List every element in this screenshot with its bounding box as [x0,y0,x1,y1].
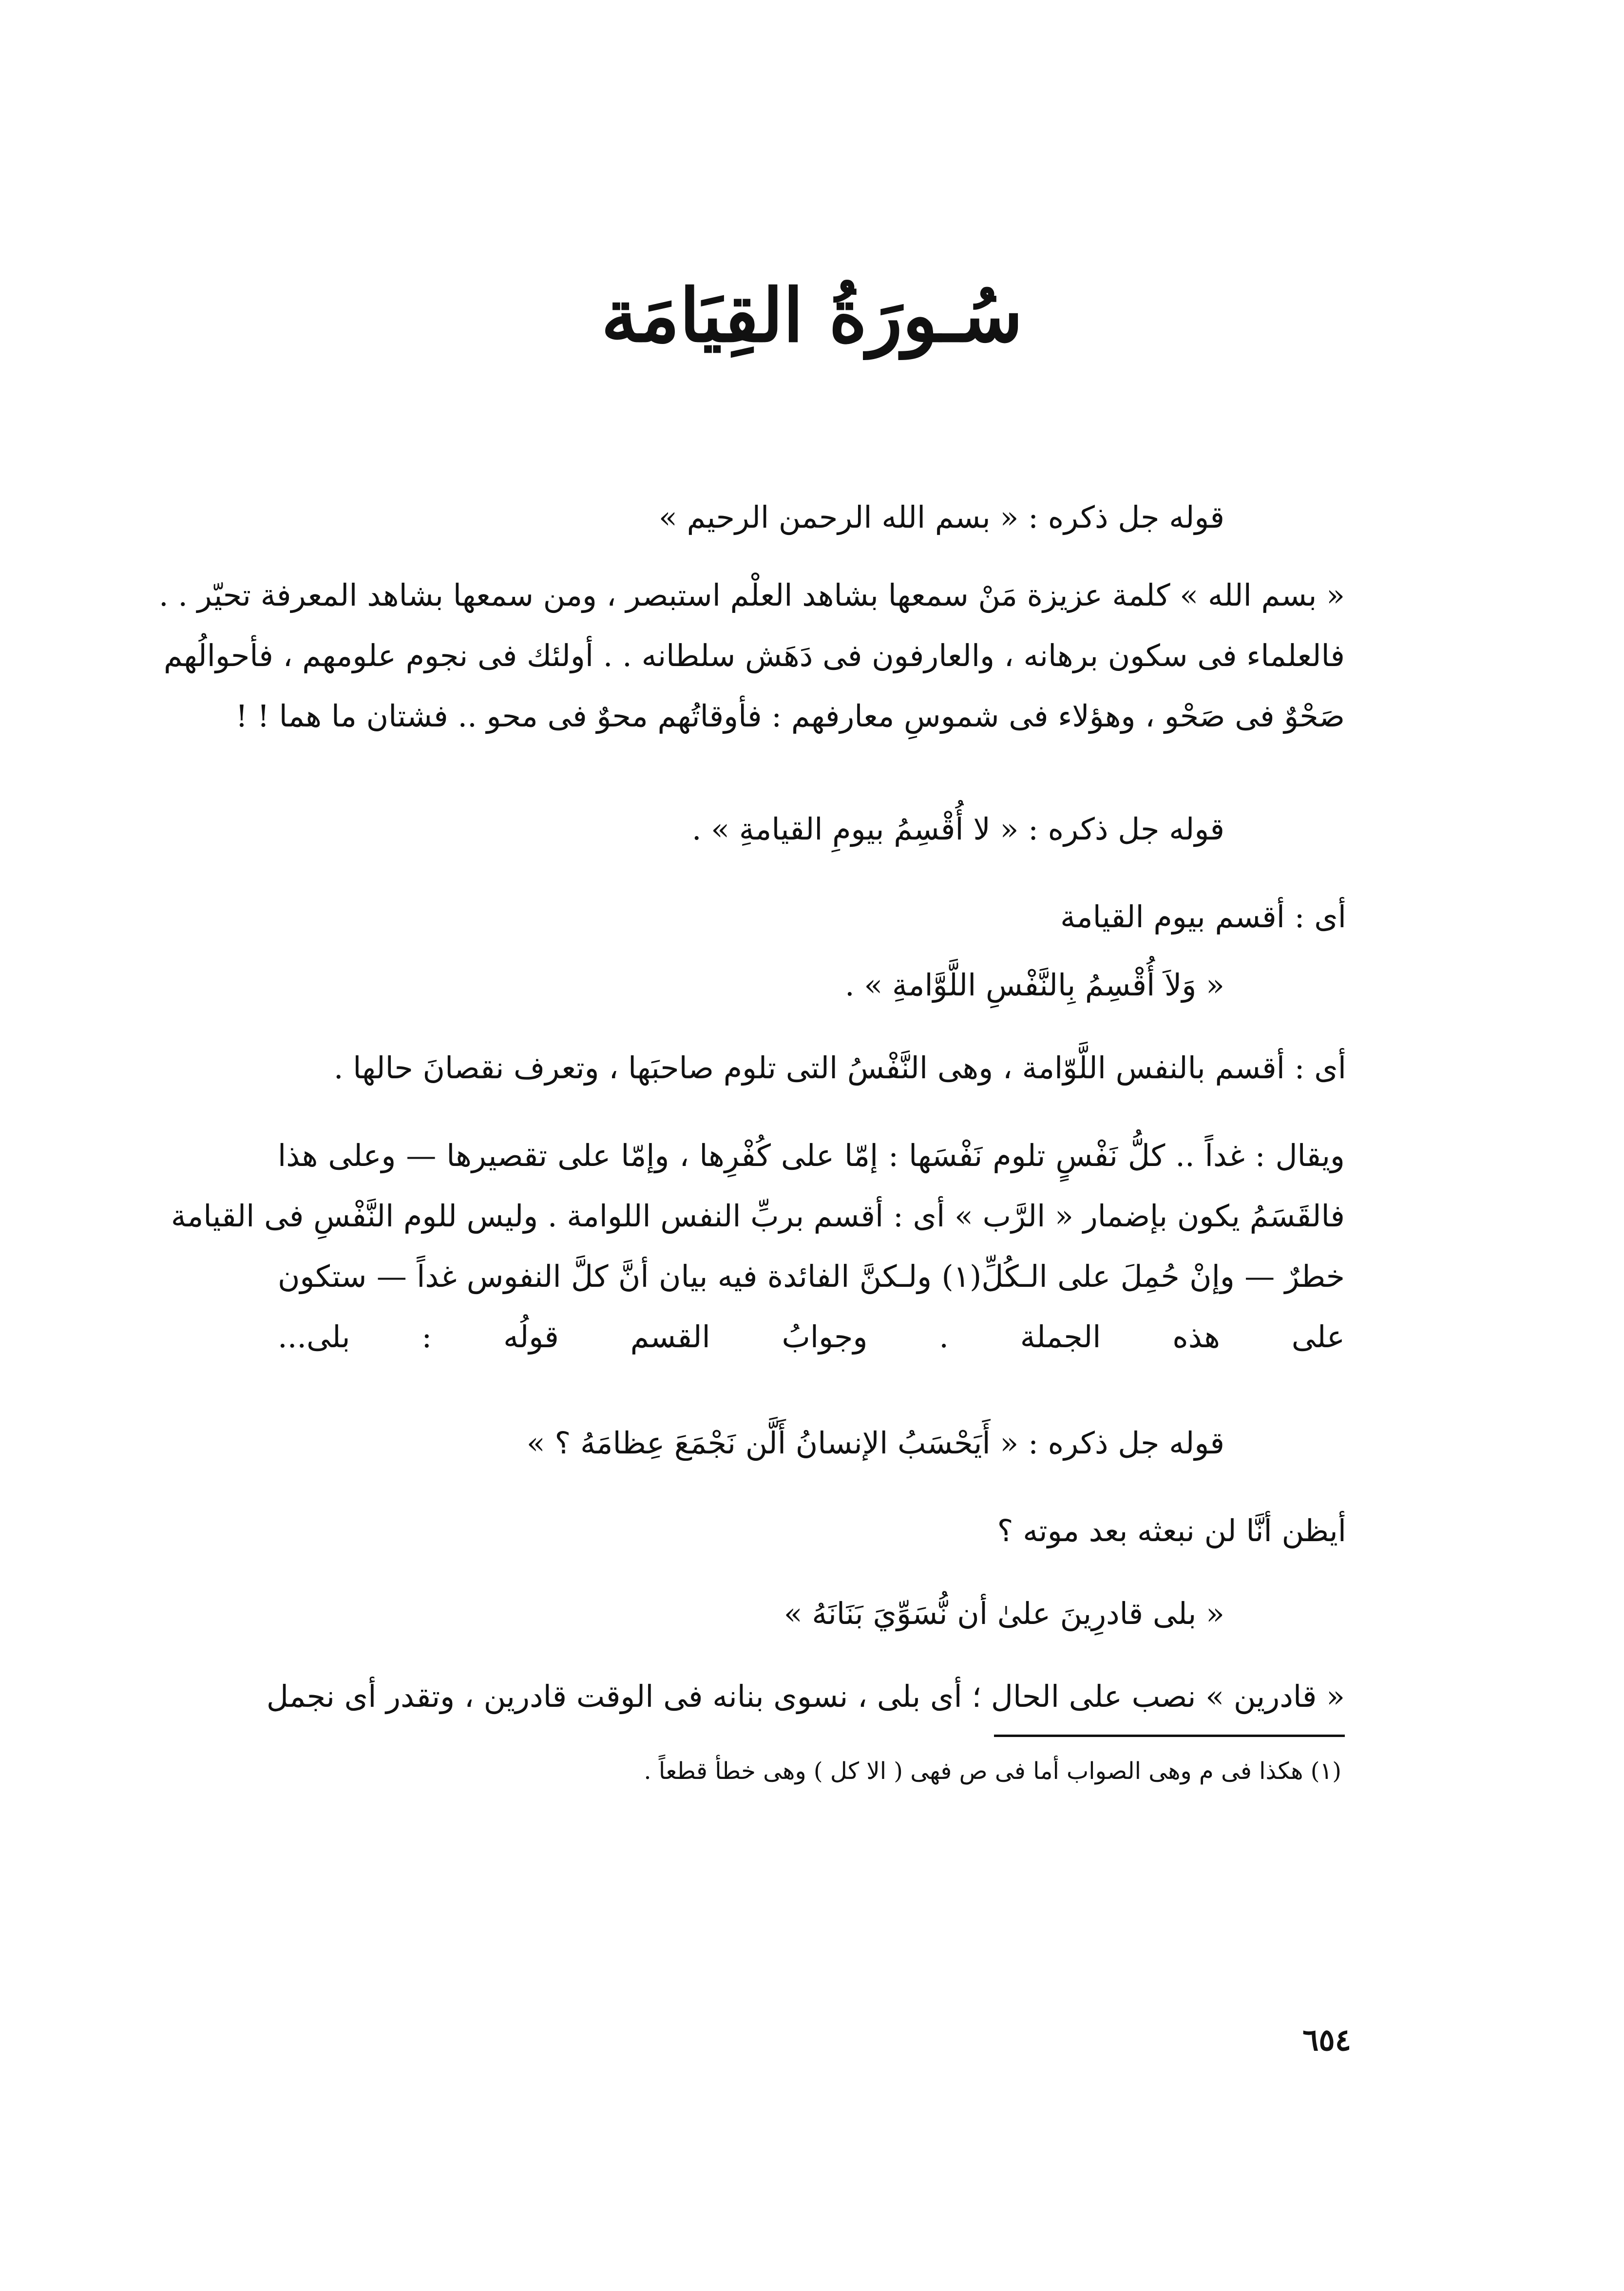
verse-intro: قوله جل ذكره : « لا أُقْسِمُ بيومِ القيامةِ » . [691,811,1224,847]
verse-quote: « وَلاَ أُقْسِمُ بِالنَّفْسِ اللَّوَّامةِ » . [844,967,1224,1003]
verse-quote: « بلى قادرِينَ علىٰ أن نُّسَوِّيَ بَنَانَهُ » [783,1596,1224,1631]
text-line: « بسم الله » كلمة عزيزة مَنْ سمعها بشاهد العلْم استبصر ، ومن سمعها بشاهد المعرفة تحيّر . . [158,577,1345,613]
verse-gloss: أيظن أنَّا لن نبعثه بعد موته ؟ [997,1513,1346,1548]
text-line: صَحْوٌ فى صَحْو ، وهؤلاء فى شموسِ معارفهم : فأوقاتُهم محوٌ فى محو .. فشتان ما هما ! ! [235,698,1345,734]
surah-title: سُـورَةُ القِيَامَة [601,273,1023,359]
text-line: خطرٌ — وإنْ حُمِلَ على الـكُلِّ(١) ولـكنَّ الفائدة فيه بيان أنَّ كلَّ النفوس غداً — ستكون [278,1259,1345,1294]
verse-intro: قوله جل ذكره : « أَيَحْسَبُ الإنسانُ أَلَّن نَجْمَعَ عِظامَهُ ؟ » [526,1425,1224,1461]
basmala-intro: قوله جل ذكره : « بسم الله الرحمن الرحيم » [658,499,1224,535]
paragraph-qasam-commentary [171,1126,1345,1367]
paragraph-qadirin [266,1666,1345,1727]
text-line: فالقَسَمُ يكون بإضمار « الرَّب » أى : أقسم بربِّ النفس اللوامة . وليس للوم النَّفْسِ فى القيامة [171,1198,1345,1234]
paragraph-basmala-commentary [158,565,1345,746]
footnote-divider [994,1735,1345,1737]
paragraph-nafs-lawwama: أى : أقسم بالنفس اللَّوّامة ، وهى النَّفْسُ التى تلوم صاحبَها ، وتعرف نقصانَ حالها . [333,1050,1346,1086]
text-line: فالعلماء فى سكون برهانه ، والعارفون فى دَهَش سلطانه . . أولئك فى نجوم علومهم ، فأحوالُهم [164,638,1345,673]
page-number: ٦٥٤ [1302,2022,1351,2058]
text-line: على هذه الجملة . وجوابُ القسم قولُه : بلى... [278,1319,1345,1355]
verse-gloss: أى : أقسم بيوم القيامة [1060,899,1346,935]
text-line: « قادرين » نصب على الحال ؛ أى بلى ، نسوى بنانه فى الوقت قادرين ، وتقدر أى نجمل [266,1679,1345,1714]
footnote: (١) هكذا فى م وهى الصواب أما فى ص فهى ( الا كل ) وهى خطأ قطعاً . [644,1757,1341,1785]
text-line: ويقال : غداً .. كلُّ نَفْسٍ تلوم نَفْسَها : إمّا على كُفْرِها ، وإمّا على تقصيرها — وعلى هذا [278,1138,1345,1173]
